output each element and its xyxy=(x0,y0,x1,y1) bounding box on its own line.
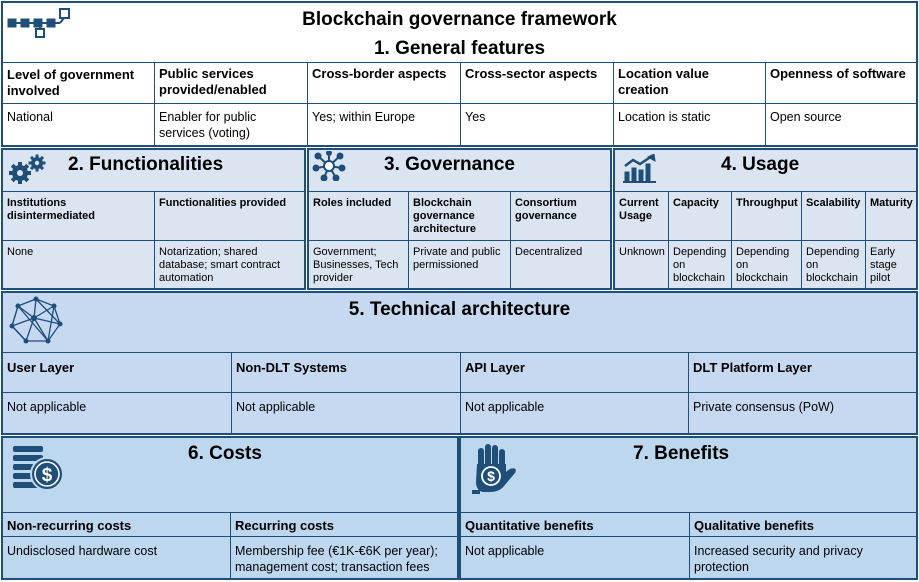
s4-value-cell: Depending on blockchain xyxy=(806,246,860,284)
s3-header-cell: Roles included xyxy=(313,197,392,209)
s1-value-cell: Yes xyxy=(460,104,612,145)
s7-value-cell: Not applicable xyxy=(465,544,545,558)
s4-header-cell: Current Usage xyxy=(619,197,659,222)
s3-header-cell: Consortium governance xyxy=(515,197,577,222)
s3-header-cell: Blockchain governance architecture xyxy=(413,197,476,235)
s2-header-cell: Institutions disintermediated xyxy=(7,197,96,222)
s6-value-cell: Undisclosed hardware cost xyxy=(7,544,158,558)
s1-value-cell: National xyxy=(7,110,53,124)
s1-value-cell: Yes; within Europe xyxy=(307,104,459,145)
s5-header-cell: User Layer xyxy=(7,360,75,375)
s1-header-cell: Location value creation xyxy=(613,63,765,103)
s4-value-cell: Depending on blockchain xyxy=(736,246,790,284)
s5-value-cell: Not applicable xyxy=(465,400,545,414)
network-hub-icon xyxy=(312,151,346,181)
s7-header-cell: Qualitative benefits xyxy=(694,518,814,533)
s4-header-cell: Throughput xyxy=(736,197,798,209)
section-5-title: 5. Technical architecture xyxy=(348,299,571,320)
section-6-title: 6. Costs xyxy=(188,443,262,464)
s4-value-cell: Early stage pilot xyxy=(870,246,897,284)
s1-value-cell: Enabler for public services (voting) xyxy=(154,104,306,145)
s4-header-cell: Scalability xyxy=(806,197,861,209)
s1-header-cell: Public services provided/enabled xyxy=(154,63,306,103)
s6-header-cell: Non-recurring costs xyxy=(7,518,132,533)
s3-value-cell: Decentralized xyxy=(515,246,583,258)
s2-header-cell: Functionalities provided xyxy=(159,197,287,209)
s4-header-cell: Maturity xyxy=(870,197,913,209)
s5-value-cell: Private consensus (PoW) xyxy=(693,400,835,414)
s3-value-cell: Private and public permissioned xyxy=(413,246,501,271)
svg-text:$: $ xyxy=(41,465,53,486)
s5-value-cell: Not applicable xyxy=(7,400,87,414)
hand-money-icon xyxy=(468,442,520,494)
section-3-title: 3. Governance xyxy=(384,154,515,175)
s5-header-cell: API Layer xyxy=(465,360,525,375)
s1-value-cell: Location is static xyxy=(613,104,765,145)
section-7-title: 7. Benefits xyxy=(633,443,730,464)
bar-chart-growth-icon xyxy=(622,154,658,184)
s4-value-cell: Unknown xyxy=(619,246,665,258)
s1-header-cell: Level of government involved xyxy=(7,67,135,98)
s4-value-row xyxy=(615,240,916,241)
s2-value-cell: None xyxy=(7,246,34,258)
s1-header-cell: Openness of software xyxy=(765,63,916,103)
s7-value-cell: Increased security and privacy protection xyxy=(694,544,863,574)
svg-text:$: $ xyxy=(487,468,495,484)
s1-header-cell: Cross-border aspects xyxy=(307,63,459,103)
s1-value-cell: Open source xyxy=(765,104,916,145)
s6-header-cell: Recurring costs xyxy=(235,518,334,533)
gears-icon xyxy=(8,154,48,184)
coins-icon xyxy=(10,442,64,492)
s4-header-cell: Capacity xyxy=(673,197,719,209)
s6-value-cell: Membership fee (€1K-€6K per year); management cost; transaction fees xyxy=(235,544,438,574)
s5-header-cell: DLT Platform Layer xyxy=(693,360,812,375)
s2-value-cell: Notarization; shared database; smart contract automation xyxy=(159,246,281,284)
s1-header-cell: Cross-sector aspects xyxy=(460,63,612,103)
s7-header-cell: Quantitative benefits xyxy=(465,518,594,533)
s5-value-cell: Not applicable xyxy=(236,400,316,414)
s5-header-cell: Non-DLT Systems xyxy=(236,360,347,375)
s3-value-cell: Government; Businesses, Tech provider xyxy=(313,246,399,284)
s4-value-cell: Depending on blockchain xyxy=(673,246,727,284)
section-2-title: 2. Functionalities xyxy=(68,154,224,175)
page-title: Blockchain governance framework xyxy=(302,9,617,30)
section-4-title: 4. Usage xyxy=(721,154,800,175)
section-1-title: 1. General features xyxy=(373,38,546,59)
